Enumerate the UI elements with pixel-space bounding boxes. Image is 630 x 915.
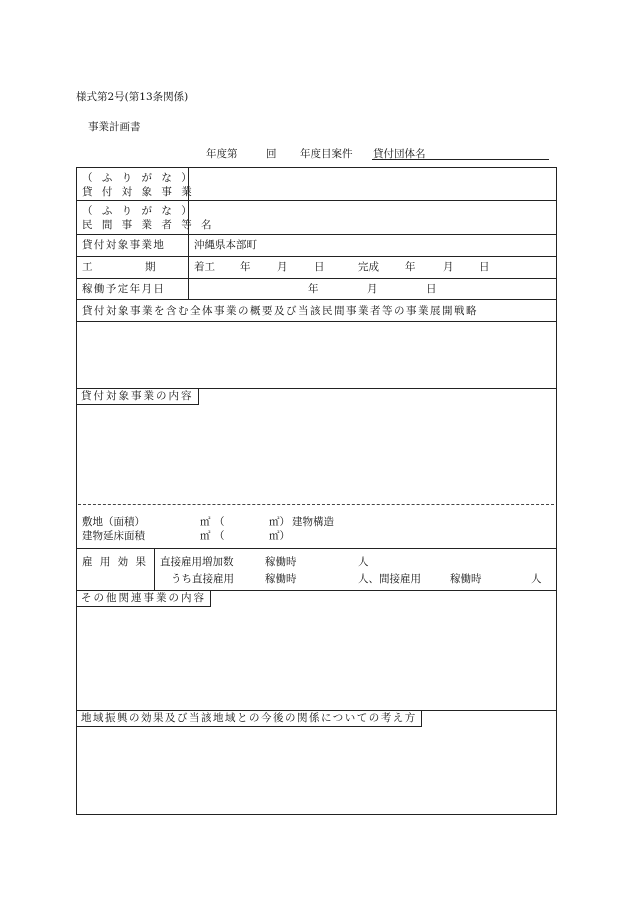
fiscal-year-label: 年度第 [206,148,238,160]
furigana-label-2: （ ふ り が な ） [82,205,195,217]
private-operator-field[interactable] [189,201,555,234]
overview-section-label: 貸付対象事業を含む全体事業の概要及び当該民間事業者等の事業展開戦略 [82,305,478,317]
regional-field[interactable] [77,728,555,813]
form-number: 様式第2号(第13条関係) [76,91,189,103]
loan-project-label: 貸 付 対 象 事 業 [82,186,195,198]
site-area-label: 敷地（面積） [82,516,145,528]
other-section-label: その他関連事業の内容 [77,591,211,607]
operation-month: 月 [367,283,378,295]
operating-label-3: 稼働時 [450,573,482,585]
site-sqm-close: ㎡） [269,516,290,528]
document-title: 事業計画書 [88,121,141,133]
lender-org-label: 貸付団体名 [373,148,426,160]
building-floor-area-label: 建物延床面積 [82,530,145,542]
project-location-label: 貸付対象事業地 [82,239,166,251]
site-paren-open: （ [214,516,225,528]
loan-project-field[interactable] [189,168,555,200]
operating-label-2: 稼働時 [265,573,297,585]
complete-month: 月 [443,261,454,273]
floor-sqm-unit: ㎡ [200,530,211,542]
direct-increase-label: 直接雇用増加数 [160,556,234,568]
start-label: 着工 [194,261,215,273]
operation-day: 日 [426,283,437,295]
content-field[interactable] [77,406,555,504]
complete-year: 年 [405,261,416,273]
lender-org-underline [372,159,549,160]
operation-date-label: 稼働予定年月日 [82,283,166,295]
furigana-label-1: （ ふ り が な ） [82,172,195,184]
round-label: 回 [266,148,277,160]
complete-day: 日 [479,261,490,273]
indirect-employment-label: 人、間接雇用 [358,573,421,585]
overview-field[interactable] [77,322,555,388]
complete-label: 完成 [358,261,379,273]
regional-section-label: 地域振興の効果及び当該地域との今後の関係についての考え方 [77,711,422,727]
start-day: 日 [314,261,325,273]
start-month: 月 [277,261,288,273]
persons-label-3: 人 [531,573,542,585]
operation-year: 年 [308,283,319,295]
start-year: 年 [240,261,251,273]
case-year-label: 年度目案件 [300,148,353,160]
floor-paren-open: （ [214,530,225,542]
operating-label-1: 稼働時 [265,556,297,568]
project-location-value[interactable]: 沖縄県本部町 [194,239,257,251]
private-operator-label: 民 間 事 業 者 等 名 [82,219,215,231]
employment-effect-label: 雇 用 効 果 [82,556,149,568]
other-field[interactable] [77,608,555,710]
persons-label-1: 人 [358,556,369,568]
site-sqm-unit: ㎡ [200,516,211,528]
floor-sqm-close: ㎡） [269,530,290,542]
construction-period-label: 工 期 [82,261,156,273]
content-section-label: 貸付対象事業の内容 [77,389,199,405]
building-structure-label: 建物構造 [292,516,334,528]
of-which-direct-label: うち直接雇用 [171,573,234,585]
